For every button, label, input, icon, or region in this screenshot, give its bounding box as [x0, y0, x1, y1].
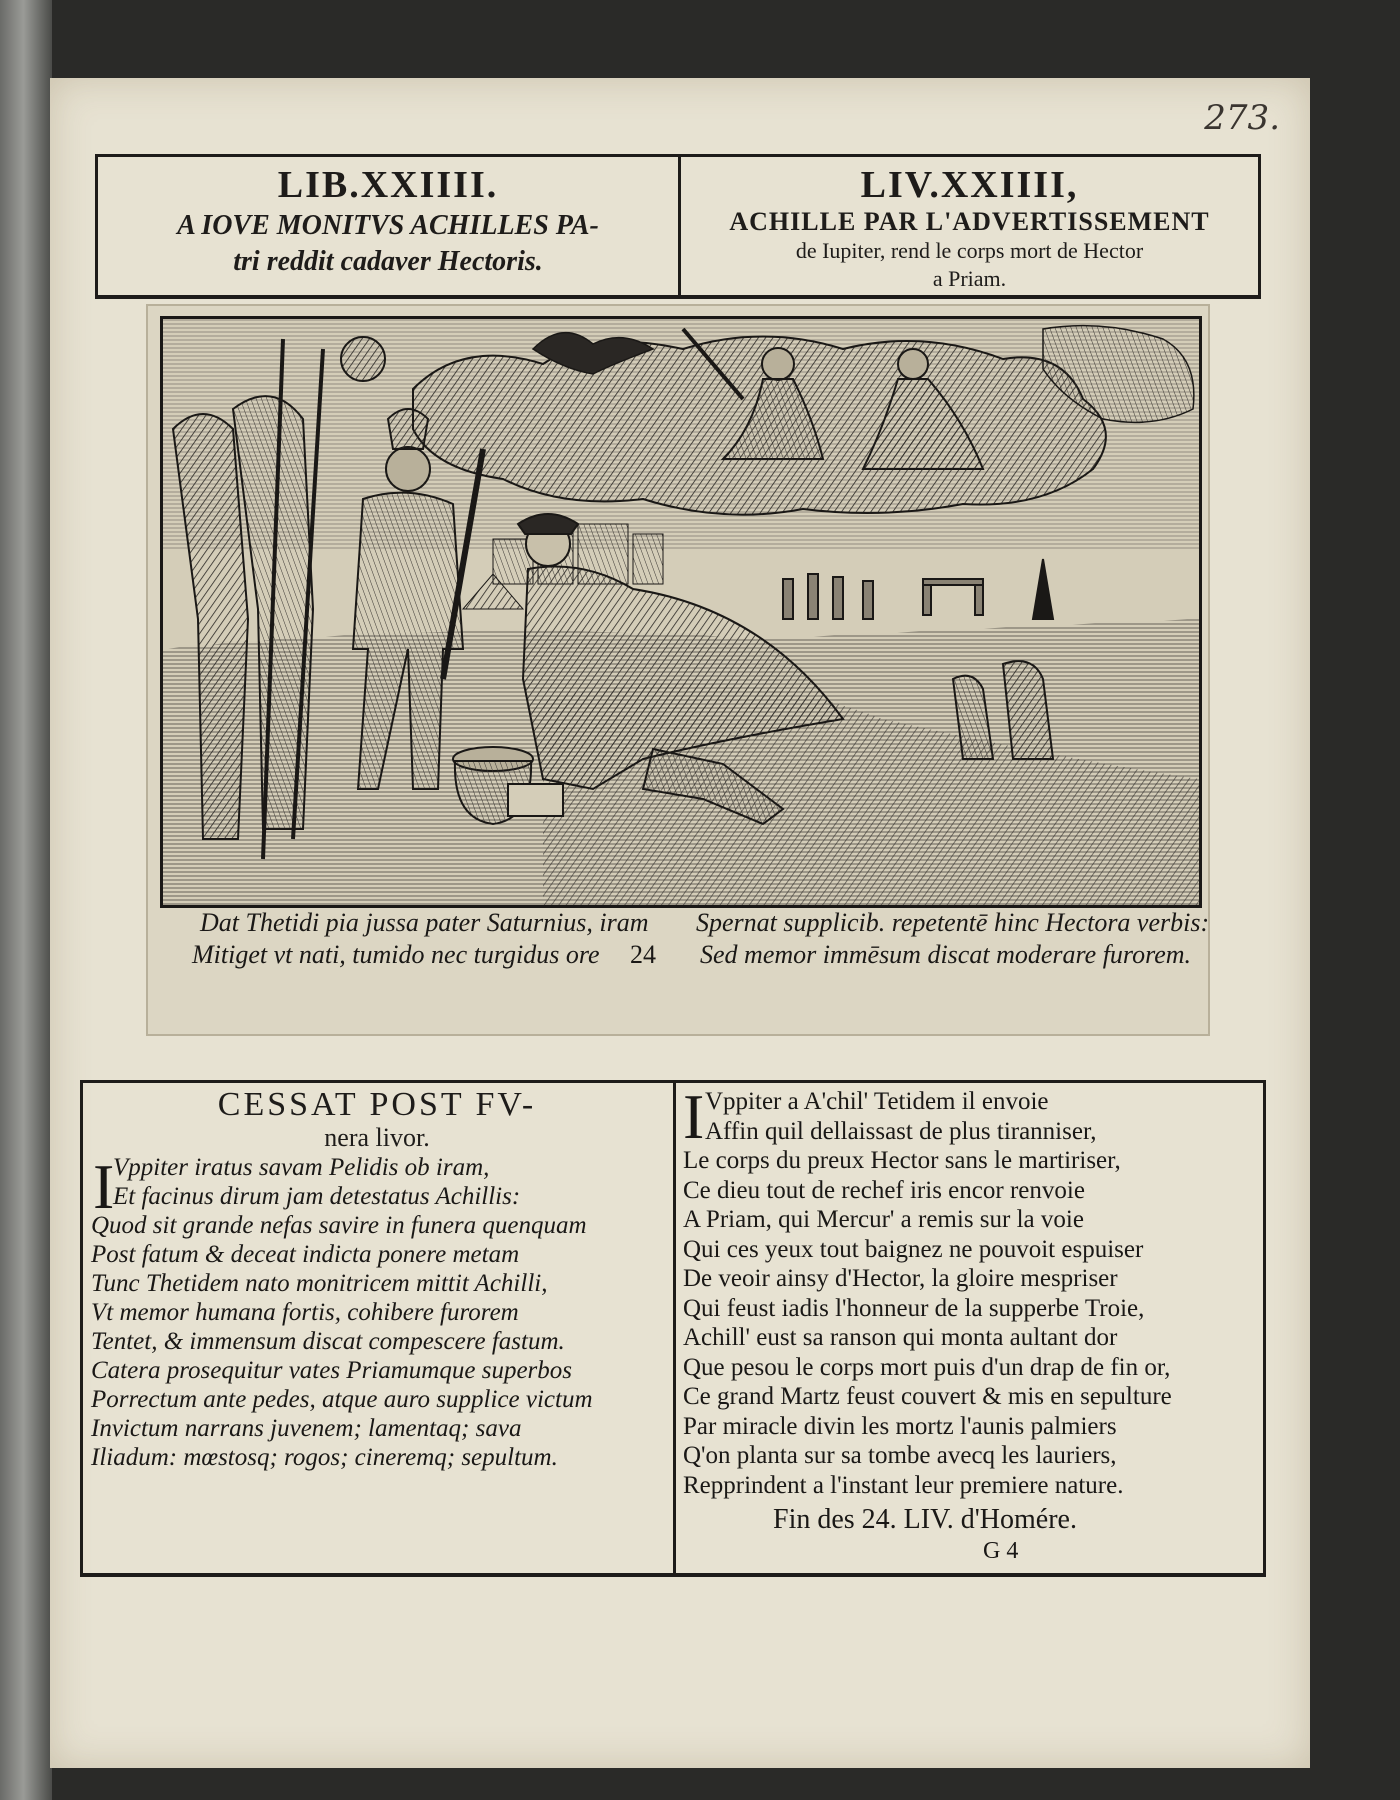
latin-line-4: Post fatum & deceat indicta ponere metam [91, 1241, 520, 1268]
french-line-5: A Priam, qui Mercur' a remis sur la voie [683, 1206, 1084, 1233]
french-line-14: Repprindent a l'instant leur premiere nature. [683, 1471, 1124, 1499]
caption-left-line-2: Mitiget vt nati, tumido nec turgidus ore [192, 940, 600, 969]
latin-header [98, 157, 681, 295]
latin-book-number: LIB.XXIIII. [277, 164, 499, 206]
latin-line-7: Tentet, & immensum discat compescere fastum. [91, 1328, 565, 1355]
latin-line-5: Tunc Thetidem nato monitricem mittit Achilli, [91, 1270, 548, 1297]
latin-line-10: Invictum narrans juvenem; lamentaq; sava [91, 1415, 522, 1442]
latin-line-1: Vppiter iratus savam Pelidis ob iram, [113, 1154, 490, 1181]
french-title-line-1: ACHILLE PAR L'ADVERTISSEMENT [729, 207, 1210, 236]
french-line-6: Qui ces yeux tout baignez ne pouvoit espuiser [683, 1235, 1144, 1263]
caption-right-line-2: Sed memor immēsum discat moderare furorem. [700, 940, 1192, 969]
column-divider [673, 1083, 676, 1573]
latin-line-11: Iliadum: mœstosq; rogos; cineremq; sepultum. [91, 1444, 558, 1471]
caption-left-line-1: Dat Thetidi pia jussa pater Saturnius, iram [200, 908, 649, 937]
engraving-scene [163, 319, 1199, 905]
latin-line-9: Porrectum ante pedes, atque auro supplice victum [91, 1386, 593, 1413]
page-header [95, 154, 1261, 299]
poem-text-box [80, 1080, 1266, 1577]
book-binding-edge [0, 0, 52, 1800]
french-line-1: Vppiter a A'chil' Tetidem il envoie [705, 1088, 1049, 1115]
latin-line-3: Quod sit grande nefas savire in funera quenquam [91, 1212, 587, 1239]
folio-number: 273. [1204, 98, 1280, 138]
latin-drop-capital: I [93, 1151, 115, 1222]
french-line-12: Par miracle divin les mortz l'aunis palmiers [683, 1412, 1117, 1440]
signature-mark: G 4 [983, 1538, 1019, 1564]
french-line-13: Q'on planta sur sa tombe avecq les lauriers, [683, 1442, 1117, 1469]
french-header [681, 157, 1258, 295]
latin-line-8: Catera prosequitur vates Priamumque superbos [91, 1357, 572, 1384]
caption-right-line-1: Spernat supplicib. repetentē hinc Hectora verbis: [696, 908, 1210, 937]
latin-poem [87, 1083, 667, 1472]
latin-title-line-2: tri reddit cadaver Hectoris. [233, 246, 543, 277]
french-line-8: Qui feust iadis l'honneur de la supperbe Troie, [683, 1294, 1145, 1322]
latin-line-2: Et facinus dirum jam detestatus Achillis: [113, 1183, 521, 1210]
french-book-number: LIV.XXIIII, [860, 164, 1079, 206]
french-line-9: Achill' eust sa ranson qui monta aultant dor [683, 1324, 1118, 1351]
latin-poem-heading-2: nera livor. [324, 1123, 430, 1152]
latin-title-line-1: A IOVE MONITVS ACHILLES PA- [177, 210, 599, 241]
french-line-3: Le corps du preux Hector sans le martiriser, [683, 1147, 1121, 1174]
book-page [50, 78, 1310, 1768]
french-poem [683, 1083, 1253, 1565]
french-title-line-2: de Iupiter, rend le corps mort de Hector [795, 238, 1144, 263]
french-line-7: De veoir ainsy d'Hector, la gloire mespriser [683, 1265, 1118, 1292]
engraving-illustration [160, 316, 1202, 908]
french-line-4: Ce dieu tout de rechef iris encor renvoie [683, 1176, 1085, 1204]
french-title-line-3: a Priam. [932, 266, 1007, 291]
latin-line-6: Vt memor humana fortis, cohibere furorem [91, 1299, 519, 1326]
latin-poem-heading-1: CESSAT POST FV- [217, 1086, 537, 1123]
french-drop-capital: I [683, 1081, 705, 1152]
colophon-fin: Fin des 24. LIV. d'Homére. [773, 1504, 1077, 1535]
plate-number: 24 [630, 940, 656, 969]
french-line-11: Ce grand Martz feust couvert & mis en sepulture [683, 1383, 1172, 1410]
french-line-2: Affin quil dellaissast de plus tiranniser, [705, 1117, 1097, 1145]
engraving-plate [146, 304, 1210, 1036]
french-line-10: Que pesou le corps mort puis d'un drap de fin or, [683, 1353, 1171, 1381]
